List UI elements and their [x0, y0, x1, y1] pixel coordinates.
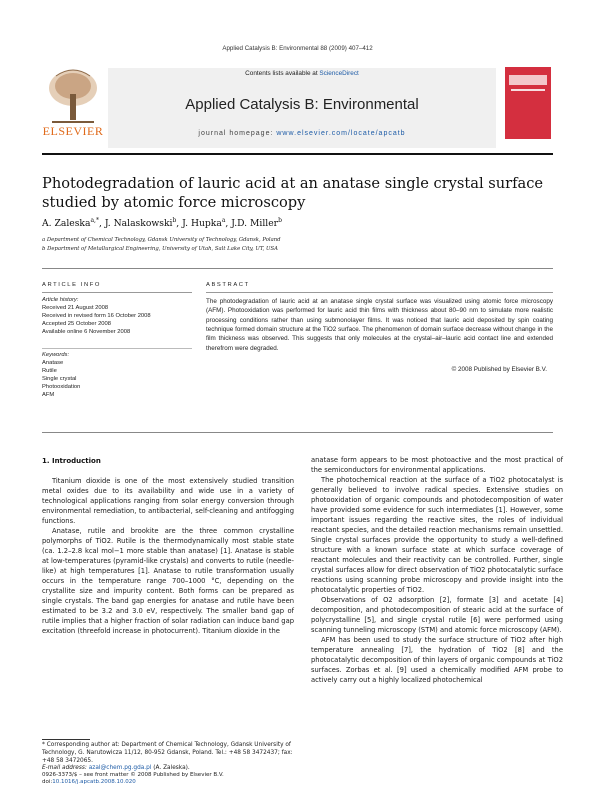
abstract-rule	[206, 292, 553, 293]
body-column-right	[311, 455, 563, 685]
abstract-text: The photodegradation of lauric acid at an anatase single crystal surface was visualized using atomic force microscopy (AFM). Photooxidation was performed for lauric acid thin films with thickness about 80–90 nm to simulate more realistic processing conditions rather than using submonolayer films. It was noticed that lauric acid deposited by spin coating technique formed domain structure at the TiO2 surface. The phenomenon of domain surface decrease without change in the film thickness was observed. This suggests that only molecules at the crystal–air–lauric acid contact line and extended therefrom were degraded.	[206, 298, 553, 352]
affiliation-b: b Department of Metallurgical Engineering, University of Utah, Salt Lake City, UT, USA	[42, 246, 278, 252]
article-title: Photodegradation of lauric acid at an anatase single crystal surface studied by atomic force microscopy	[42, 175, 544, 211]
article-info-rule	[42, 292, 192, 293]
email-link[interactable]: azal@chem.pg.gda.pl	[88, 765, 152, 772]
keywords-rule	[42, 348, 192, 349]
doi-prefix: doi:	[42, 779, 53, 786]
journal-homepage	[108, 130, 496, 137]
article-info-heading: ARTICLE INFO	[42, 282, 102, 288]
sciencedirect-link[interactable]: ScienceDirect	[319, 70, 359, 77]
journal-reference: Applied Catalysis B: Environmental 88 (2009) 407–412	[222, 45, 373, 52]
author-name[interactable]: J. Nalaskowski	[104, 218, 173, 230]
doi-link[interactable]: 10.1016/j.apcatb.2008.10.020	[52, 779, 136, 786]
body-paragraph: Observations of O2 adsorption [2], formate [3] and acetate [4] decomposition, and photodecomposition of stearic acid at the surface of polycrystalline [5], and single crystal rutile [6] were performed using scanning tunneling microscopy (STM) and atomic force microscopy (AFM).	[311, 596, 563, 634]
history-item: Available online 6 November 2008	[42, 329, 131, 335]
doi-line	[42, 779, 342, 786]
body-paragraph: anatase form appears to be most photoactive and the most practical of the semiconductors for environmental applications.	[311, 456, 563, 474]
affiliation-a: a Department of Chemical Technology, Gdansk University of Technology, Gdansk, Poland	[42, 237, 281, 243]
keyword-item: Rutile	[42, 368, 57, 374]
body-paragraph: The photochemical reaction at the surface of a TiO2 photocatalyst is generally believed to involve radical species. Extensive studies on photooxidation of organic compounds and photodecomposition of water have provided some evidence for such intermediates [1]. However, some important issues regarding the reactive sites, the roles of individual reactant species, and the detailed reaction mechanisms remain unsettled. Single crystal surfaces provide the opportunity to study a well-defined structure with a known surface state at which surface coverage of reactant molecules and their reactivity can be controlled. Further, single crystal surfaces allow for direct observation of TiO2 photocatalytic surface reactions using scanning probe microscopy and provide insight into the photocatalytic properties of TiO2.	[311, 476, 563, 594]
author-sup: a	[221, 217, 226, 224]
author-name[interactable]: J. Hupka	[182, 218, 222, 230]
author-sup: b	[172, 217, 177, 224]
body-paragraph: AFM has been used to study the surface structure of TiO2 after high temperature annealing [7], the hydration of TiO2 [8] and the photocatalytic decomposition of thin layers of organic compounds at TiO2 surfaces. Zorbas et al. [9] used a chemically modified AFM probe to actively carry out a highly localized photochemical	[311, 636, 563, 684]
email-suffix: (A. Zaleska).	[151, 765, 190, 772]
author-sup: b	[278, 217, 282, 224]
keyword-item: Single crystal	[42, 376, 77, 382]
author-name[interactable]: J.D. Miller	[231, 218, 279, 230]
body-column-left	[42, 476, 294, 636]
keyword-item: Anatase	[42, 360, 64, 366]
copyright-notice: © 2008 Published by Elsevier B.V.	[451, 366, 547, 373]
author-name[interactable]: A. Zaleska	[42, 218, 91, 230]
corresponding-author-footnote	[42, 742, 294, 773]
history-item: Received 21 August 2008	[42, 305, 109, 311]
section-rule	[42, 268, 553, 269]
front-matter-line: 0926-3373/$ – see front matter © 2008 Published by Elsevier B.V.	[42, 772, 224, 778]
keyword-item: AFM	[42, 392, 55, 398]
header-rule	[42, 153, 553, 155]
section-heading: 1. Introduction	[42, 457, 101, 465]
cover-subtitle-block	[511, 89, 545, 91]
history-item: Received in revised form 16 October 2008	[42, 313, 151, 319]
contents-prefix: Contents lists available at	[245, 70, 320, 77]
body-paragraph: Titanium dioxide is one of the most extensively studied transition metal oxides due to its availability and wide use in a variety of technological applications ranging from solar energy conversion through environmental remediation, to antibacterial, self-cleaning and antifogging functions.	[42, 477, 294, 525]
front-matter-info	[42, 772, 342, 787]
publisher-name: ELSEVIER	[42, 124, 104, 138]
author-sup: a,*	[90, 217, 99, 224]
homepage-prefix: journal homepage:	[198, 130, 277, 137]
contents-line	[108, 70, 496, 77]
author-list: A. Zaleska$^{a,*}$, J. Nalaskowski$^b$, J. Hupka$^a$, J.D. Miller$^b$	[42, 217, 282, 230]
cover-title-block	[509, 75, 547, 85]
keyword-item: Photooxidation	[42, 384, 81, 390]
body-paragraph: Anatase, rutile and brookite are the three common crystalline polymorphs of TiO2. Rutile is the thermodynamically most stable state (ca. 1.2–2.8 kcal mol−1 more stable than anatase) [1]. Anatase is stable at low-temperatures (pyramid-like crystals) and converts to rutile (needle-like) at high temperatures [1]. Anatase to rutile transformation usually occurs in the temperature range 700–1000 °C, depending on the crystallite size and impurity content. Both forms can be prepared as single crystals. The band gap energies for anatase and rutile have been estimated to be 3.2 and 3.0 eV, respectively. The smaller band gap of rutile implies that a higher fraction of solar radiation can induce band gap excitation (threefold increase in photocurrent). Titanium dioxide in the	[42, 527, 294, 635]
history-item: Accepted 25 October 2008	[42, 321, 111, 327]
journal-title: Applied Catalysis B: Environmental	[185, 96, 419, 113]
journal-cover-image	[505, 67, 551, 139]
footnote-rule	[42, 739, 90, 740]
abstract-end-rule	[42, 432, 553, 433]
footnote-text: * Corresponding author at: Department of Chemical Technology, Gdansk University of Technology, G. Narutowicza 11/12, 80-952 Gdansk, Poland. Tel.: +48 58 3472437; fax: +48 58 3472065.	[42, 742, 293, 764]
email-label: E-mail address:	[42, 765, 89, 772]
abstract-heading: ABSTRACT	[206, 282, 250, 288]
keywords-label: Keywords:	[42, 352, 70, 358]
history-label: Article history:	[42, 297, 79, 303]
homepage-link[interactable]: www.elsevier.com/locate/apcatb	[276, 130, 406, 137]
